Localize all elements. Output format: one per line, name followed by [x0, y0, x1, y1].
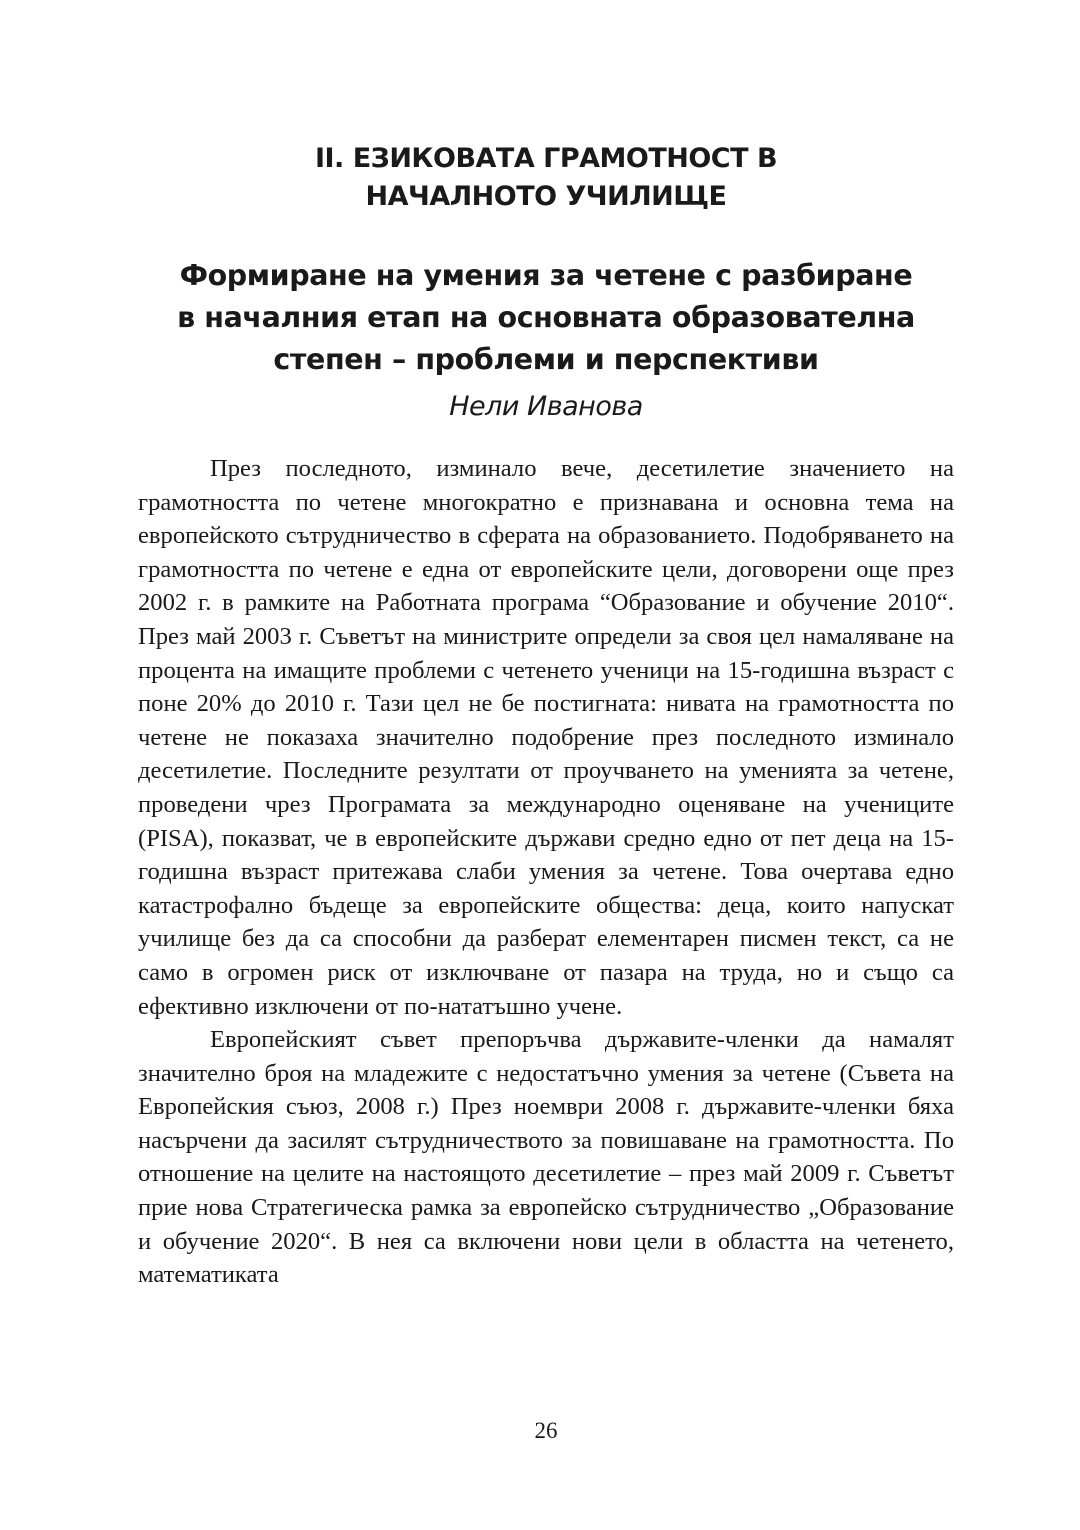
- article-title: [140, 255, 952, 381]
- section-heading-line: II. ЕЗИКОВАТА ГРАМОТНОСТ В: [314, 143, 778, 174]
- section-heading-line: НАЧАЛНОТО УЧИЛИЩЕ: [365, 181, 727, 212]
- page-number: 26: [534, 1418, 558, 1443]
- article-title-line: степен – проблеми и перспективи: [273, 343, 819, 376]
- paragraph: Европейският съвет препоръчва държавите-членки да намалят значително броя на младежите с недостатъчно умения за четене (Съвета на Европейския съюз, 2008 г.) През ноември 2008 г. държавите-членки бяха насърчени да засилят сътрудничеството за повишаване на грамотността. По отношение на целите на настоящото десетилетие – през май 2009 г. Съветът прие нова Стратегическа рамка за европейско сътрудничество „Образование и обучение 2020“. В нея са включени нови цели в областта на четенето, математиката: [138, 1026, 954, 1289]
- article-title-line: в началния етап на основната образователна: [177, 301, 915, 334]
- author-name: Нели Иванова: [449, 391, 643, 422]
- section-heading: [140, 140, 952, 216]
- paragraph: През последното, изминало вече, десетилетие значението на грамотността по четене многократно е признавана и основна тема на европейското сътрудничество в сферата на образованието. Подобряването на грамотността по четене е една от европейските цели, договорени още през 2002 г. в рамките на Работната програма “Образование и обучение 2010“. През май 2003 г. Съветът на министрите определи за своя цел намаляване на процента на имащите проблеми с четенето ученици на 15-годишна възраст с поне 20% до 2010 г. Тази цел не бе постигната: нивата на грамотността по четене не показаха значително подобрение през последното изминало десетилетие. Последните резултати от проучването на уменията за четене, проведени чрез Програмата за международно оценяване на учениците (PISA), показват, че в европейските държави средно едно от пет деца на 15-годишна възраст притежава слаби умения за четене. Това очертава едно катастрофално бъдеще за европейските общества: деца, които напускат училище без да са способни да разберат елементарен писмен текст, са не само в огромен риск от изключване от пазара на труда, но и също са ефективно изключени от по-нататъшно учене.: [138, 455, 954, 1020]
- article-title-line: Формиране на умения за четене с разбиране: [179, 259, 913, 292]
- body-text: [138, 452, 954, 1292]
